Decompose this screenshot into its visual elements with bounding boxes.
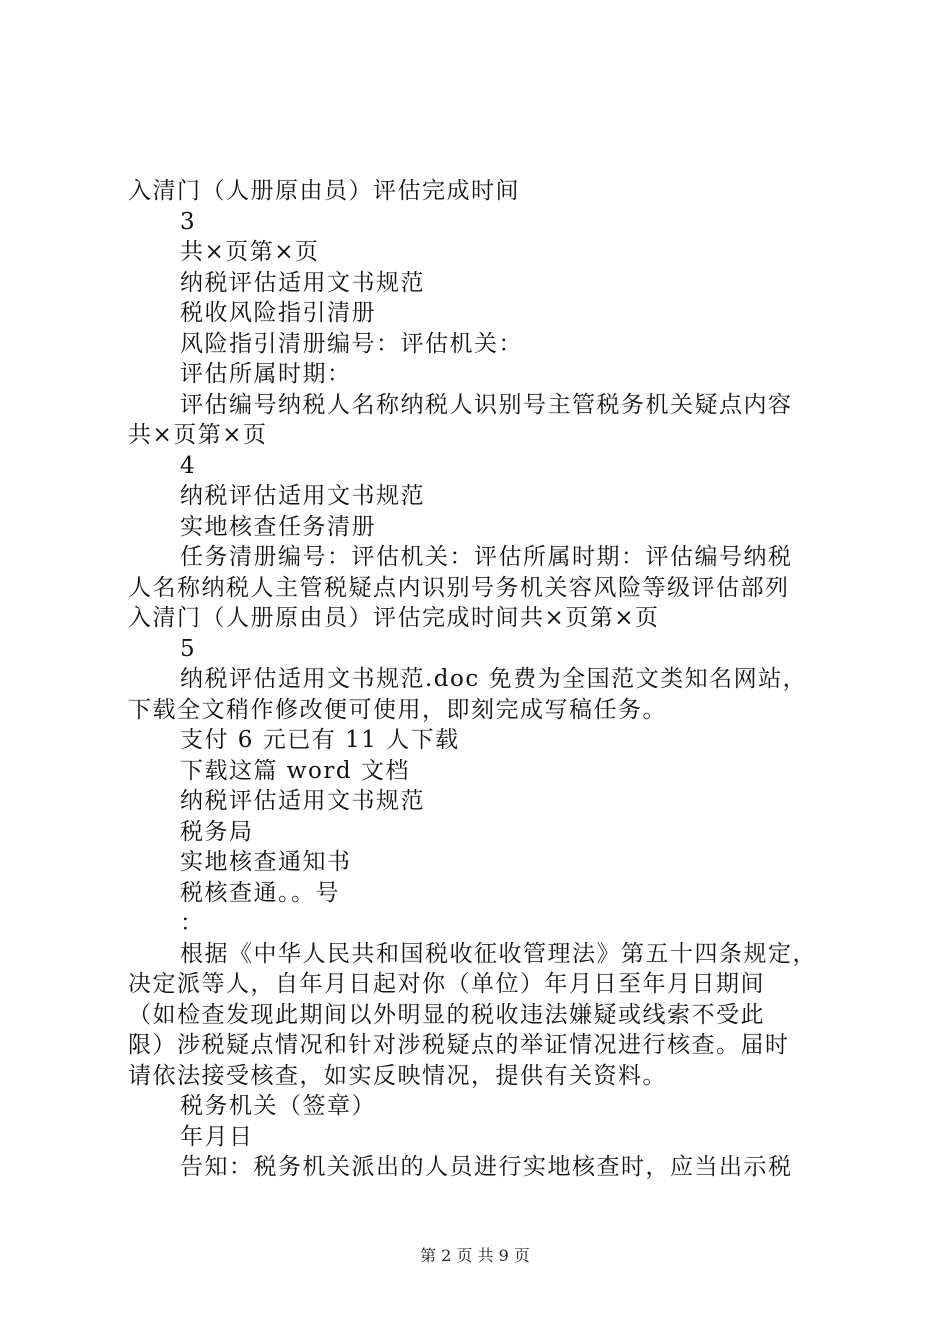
document-line: 评估所属时期： xyxy=(180,361,352,387)
document-line: 税务局 xyxy=(180,818,254,845)
document-line: 4 xyxy=(180,452,197,479)
document-line: （如检查发现此期间以外明显的税收违法嫌疑或线索不受此 xyxy=(128,1001,765,1028)
document-line: 5 xyxy=(180,635,197,662)
document-line: 入清门（人册原由员）评估完成时间 xyxy=(128,178,520,204)
document-line: 人名称纳税人主管税疑点内识别号务机关容风险等级评估部列 xyxy=(128,574,790,601)
document-line: 税核查通。。号 xyxy=(180,879,340,906)
document-line: 实地核查通知书 xyxy=(180,849,352,875)
document-line: 3 xyxy=(180,208,197,235)
document-line: 支付 6 元已有 11 人下载 xyxy=(180,727,460,753)
document-body xyxy=(128,176,833,1183)
document-line: 纳税评估适用文书规范 xyxy=(180,269,425,296)
document-line: 税务机关（签章） xyxy=(180,1093,376,1119)
document-line: 纳税评估适用文书规范.doc 免费为全国范文类知名网站， xyxy=(180,666,808,692)
document-line: 年月日 xyxy=(180,1123,254,1150)
document-line: 任务清册编号：评估机关：评估所属时期：评估编号纳税 xyxy=(180,544,793,570)
document-line: 纳税评估适用文书规范 xyxy=(180,483,425,509)
document-line: 限）涉税疑点情况和针对涉税疑点的举证情况进行核查。届时 xyxy=(128,1032,790,1058)
page-footer: 第 2 页 共 9 页 xyxy=(420,1246,530,1265)
document-line: 共×页第×页 xyxy=(180,239,320,265)
document-line: 下载这篇 word 文档 xyxy=(180,757,410,784)
document-line: 纳税评估适用文书规范 xyxy=(180,788,425,814)
document-line: 告知：税务机关派出的人员进行实地核查时，应当出示税 xyxy=(180,1154,793,1180)
document-line: 下载全文稍作修改便可使用，即刻完成写稿任务。 xyxy=(128,696,667,723)
document-line: 风险指引清册编号：评估机关： xyxy=(180,330,523,357)
document-line: 请依法接受核查，如实反映情况，提供有关资料。 xyxy=(128,1062,667,1089)
document-line: 决定派等人，自年月日起对你（单位）年月日至年月日期间 xyxy=(128,971,765,997)
document-line: 税收风险指引清册 xyxy=(180,300,376,326)
document-line: 入清门（人册原由员）评估完成时间共×页第×页 xyxy=(128,605,660,631)
document-line: 评估编号纳税人名称纳税人识别号主管税务机关疑点内容 xyxy=(180,391,793,418)
document-line: 实地核查任务清册 xyxy=(180,513,376,540)
document-line: 共×页第×页 xyxy=(128,422,268,448)
document-line: ： xyxy=(180,910,205,936)
document-line: 根据《中华人民共和国税收征收管理法》第五十四条规定， xyxy=(180,940,817,967)
